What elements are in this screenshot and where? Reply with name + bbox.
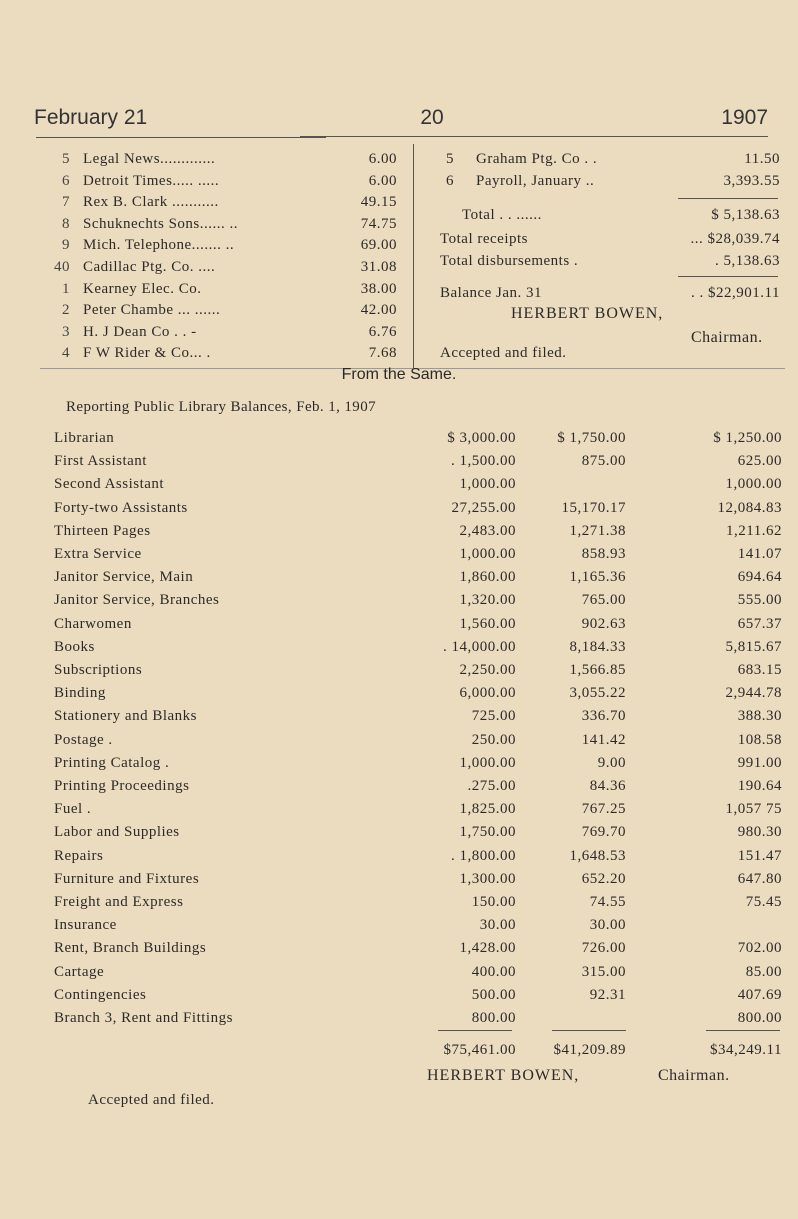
category-cell: Repairs xyxy=(54,847,104,864)
appropriation-cell: 800.00 xyxy=(471,1010,516,1026)
spent-cell: 767.25 xyxy=(581,801,626,818)
spent-cell: 1,566.85 xyxy=(569,662,626,678)
appropriation-cell: . 1,800.00 xyxy=(451,847,516,864)
table-row xyxy=(0,708,798,731)
table-row: 1 Kearney Elec. Co. 38.00 xyxy=(62,280,397,297)
balance-cell: 657.37 xyxy=(737,615,782,632)
balance-cell: 407.69 xyxy=(737,986,782,1003)
spent-cell: 875.00 xyxy=(581,453,626,470)
table-row xyxy=(0,848,798,871)
disbursements-total-row: Total disbursements . . 5,138.63 xyxy=(440,253,780,269)
category-cell: Insurance xyxy=(54,917,117,934)
appropriation-cell: $ 3,000.00 xyxy=(447,430,516,446)
table-row xyxy=(0,917,798,940)
balance-cell: 5,815.67 xyxy=(725,638,782,655)
table-row xyxy=(0,778,798,801)
category-cell: Librarian xyxy=(54,430,115,446)
table-row xyxy=(0,894,798,917)
table-row xyxy=(0,801,798,824)
category-cell: Fuel . xyxy=(54,801,92,818)
category-cell: Janitor Service, Main xyxy=(54,569,194,586)
balance-row: Balance Jan. 31 . . $22,901.11 xyxy=(440,285,780,301)
balance-cell: 1,000.00 xyxy=(725,476,782,493)
appropriation-cell: 1,300.00 xyxy=(459,870,516,887)
balance-cell: 151.47 xyxy=(737,847,782,864)
balance-cell: 75.45 xyxy=(745,894,782,910)
category-cell: Charwomen xyxy=(54,615,132,632)
table-row: 5 Graham Ptg. Co . . 11.50 xyxy=(446,151,780,167)
balance-cell: 980.30 xyxy=(737,824,782,841)
category-cell: Rent, Branch Buildings xyxy=(54,940,207,957)
table-row: 40 Cadillac Ptg. Co. .... 31.08 xyxy=(54,258,397,275)
column-divider xyxy=(413,144,414,368)
table-row xyxy=(0,639,798,662)
appropriation-cell: 1,428.00 xyxy=(459,940,516,957)
total-row: Total . . ...... $ 5,138.63 xyxy=(462,207,780,223)
table-row xyxy=(0,964,798,987)
table-row xyxy=(0,685,798,708)
receipts-row: Total receipts ... $28,039.74 xyxy=(440,231,780,247)
category-cell: Janitor Service, Branches xyxy=(54,592,220,609)
table-row: 2 Peter Chambe ... ...... 42.00 xyxy=(62,302,397,319)
spent-cell: 315.00 xyxy=(581,963,626,980)
table-row: 6 Payroll, January .. 3,393.55 xyxy=(446,173,780,189)
balance-cell: $ 1,250.00 xyxy=(713,430,782,446)
appropriation-cell: 1,000.00 xyxy=(459,476,516,493)
balance-cell: 683.15 xyxy=(737,662,782,678)
table-row xyxy=(0,871,798,894)
spent-cell: 9.00 xyxy=(597,754,626,771)
table-row xyxy=(0,523,798,546)
table-row xyxy=(0,546,798,569)
table-row xyxy=(0,662,798,685)
balance-cell: 388.30 xyxy=(737,708,782,725)
appropriation-cell: 2,483.00 xyxy=(459,522,516,539)
table-row xyxy=(0,453,798,476)
spent-cell: 765.00 xyxy=(581,592,626,609)
category-cell: Labor and Supplies xyxy=(54,824,180,841)
spent-cell: 84.36 xyxy=(589,778,626,794)
table-row: 8 Schuknechts Sons...... .. 74.75 xyxy=(62,215,397,232)
balance-cell: 702.00 xyxy=(737,940,782,957)
spent-cell: 652.20 xyxy=(581,870,626,887)
header-rule-left xyxy=(36,137,326,138)
table-row xyxy=(0,500,798,523)
category-cell: Freight and Express xyxy=(54,894,184,910)
chairman-title-top: Chairman. xyxy=(691,329,763,346)
balance-cell: 625.00 xyxy=(737,453,782,470)
appropriation-cell: . 14,000.00 xyxy=(443,638,516,655)
category-cell: Furniture and Fixtures xyxy=(54,870,200,887)
balance-cell: 12,084.83 xyxy=(717,499,782,516)
balance-cell: 190.64 xyxy=(737,778,782,794)
spent-cell: 74.55 xyxy=(589,894,626,910)
table-row xyxy=(0,987,798,1010)
spent-cell: 726.00 xyxy=(581,940,626,957)
chairman-title-bottom: Chairman. xyxy=(658,1067,730,1084)
category-cell: Thirteen Pages xyxy=(54,522,151,539)
table-row xyxy=(0,1010,798,1033)
balance-cell: 1,057 75 xyxy=(725,801,782,818)
category-cell: Cartage xyxy=(54,963,105,980)
table-row: 6 Detroit Times..... ..... 6.00 xyxy=(62,172,397,189)
appropriation-cell: 250.00 xyxy=(471,731,516,748)
section-title: From the Same. xyxy=(341,366,457,383)
balance-cell: 141.07 xyxy=(737,546,782,562)
spent-cell: 769.70 xyxy=(581,824,626,841)
balance-cell: 108.58 xyxy=(737,731,782,748)
table-row: 7 Rex B. Clark ........... 49.15 xyxy=(62,194,397,211)
total-appropriated: $75,461.00 xyxy=(443,1042,516,1058)
appropriation-cell: .275.00 xyxy=(467,778,516,794)
category-cell: Contingencies xyxy=(54,986,147,1003)
category-cell: Forty-two Assistants xyxy=(54,499,188,516)
category-cell: Books xyxy=(54,638,95,655)
spent-cell: 3,055.22 xyxy=(569,685,626,702)
category-cell: Extra Service xyxy=(54,546,142,562)
appropriation-cell: 150.00 xyxy=(471,894,516,910)
appropriation-cell: 500.00 xyxy=(471,986,516,1003)
table-row xyxy=(0,732,798,755)
spent-cell: 141.42 xyxy=(581,731,626,748)
accepted-note-top: Accepted and filed. xyxy=(440,345,567,361)
table-row: 4 F W Rider & Co... . 7.68 xyxy=(62,345,397,362)
table-row: 5 Legal News............. 6.00 xyxy=(62,151,397,167)
spent-cell: 92.31 xyxy=(589,986,626,1003)
balance-cell: 991.00 xyxy=(737,754,782,771)
balance-cell: 694.64 xyxy=(737,569,782,586)
appropriation-cell: 27,255.00 xyxy=(451,499,516,516)
category-cell: Postage . xyxy=(54,731,113,748)
appropriation-cell: 1,560.00 xyxy=(459,615,516,632)
spent-cell: 30.00 xyxy=(589,917,626,934)
header-year: 1907 xyxy=(721,106,768,129)
category-cell: Printing Proceedings xyxy=(54,778,190,794)
sum-rule xyxy=(678,276,778,277)
appropriation-cell: 1,000.00 xyxy=(459,546,516,562)
balance-cell: 555.00 xyxy=(737,592,782,609)
spent-cell: 15,170.17 xyxy=(561,499,626,516)
appropriation-cell: 2,250.00 xyxy=(459,662,516,678)
sum-rule xyxy=(678,198,778,199)
spent-cell: 336.70 xyxy=(581,708,626,725)
category-cell: Stationery and Blanks xyxy=(54,708,197,725)
appropriation-cell: 30.00 xyxy=(479,917,516,934)
table-row xyxy=(0,430,798,453)
spent-cell: $ 1,750.00 xyxy=(557,430,626,446)
balance-cell: 1,211.62 xyxy=(726,522,782,539)
table-row: 3 H. J Dean Co . . - 6.76 xyxy=(62,323,397,340)
category-cell: First Assistant xyxy=(54,453,147,470)
header-rule-right xyxy=(300,136,768,137)
appropriation-cell: 1,860.00 xyxy=(459,569,516,586)
appropriation-cell: 1,320.00 xyxy=(459,592,516,609)
report-heading: Reporting Public Library Balances, Feb. 1, 1907 xyxy=(66,399,376,415)
appropriation-cell: . 1,500.00 xyxy=(451,453,516,470)
total-rule-3 xyxy=(706,1030,780,1031)
table-row xyxy=(0,476,798,499)
category-cell: Second Assistant xyxy=(54,476,165,493)
table-row xyxy=(0,940,798,963)
spent-cell: 8,184.33 xyxy=(569,638,626,655)
appropriation-cell: 1,750.00 xyxy=(459,824,516,841)
table-row xyxy=(0,755,798,778)
appropriation-cell: 6,000.00 xyxy=(459,685,516,702)
balance-cell: 647.80 xyxy=(737,870,782,887)
table-row xyxy=(0,616,798,639)
total-spent: $41,209.89 xyxy=(553,1042,626,1058)
appropriation-cell: 1,825.00 xyxy=(459,801,516,818)
appropriation-cell: 400.00 xyxy=(471,963,516,980)
appropriation-cell: 1,000.00 xyxy=(459,754,516,771)
category-cell: Subscriptions xyxy=(54,662,143,678)
table-row xyxy=(0,569,798,592)
page-number: 20 xyxy=(420,106,444,129)
table-row: 9 Mich. Telephone....... .. 69.00 xyxy=(62,237,397,254)
spent-cell: 858.93 xyxy=(581,546,626,562)
balance-cell: 2,944.78 xyxy=(725,685,782,702)
disbursements-left-table xyxy=(50,151,400,367)
spent-cell: 1,165.36 xyxy=(569,569,626,586)
category-cell: Printing Catalog . xyxy=(54,754,170,771)
balance-cell: 85.00 xyxy=(745,963,782,980)
page-header xyxy=(34,106,768,136)
total-rule-2 xyxy=(552,1030,626,1031)
table-row xyxy=(0,592,798,615)
total-balance: $34,249.11 xyxy=(710,1042,782,1058)
appropriation-cell: 725.00 xyxy=(471,708,516,725)
accepted-note-bottom: Accepted and filed. xyxy=(88,1092,215,1108)
category-cell: Binding xyxy=(54,685,106,702)
signature-top: HERBERT BOWEN, xyxy=(511,305,664,322)
category-cell: Branch 3, Rent and Fittings xyxy=(54,1010,233,1026)
balance-cell: 800.00 xyxy=(737,1010,782,1026)
table-row xyxy=(0,824,798,847)
spent-cell: 902.63 xyxy=(581,615,626,632)
spent-cell: 1,648.53 xyxy=(569,847,626,864)
spent-cell: 1,271.38 xyxy=(569,522,626,539)
header-date: February 21 xyxy=(34,106,148,129)
signature-bottom: HERBERT BOWEN, xyxy=(427,1067,580,1084)
total-rule-1 xyxy=(438,1030,512,1031)
